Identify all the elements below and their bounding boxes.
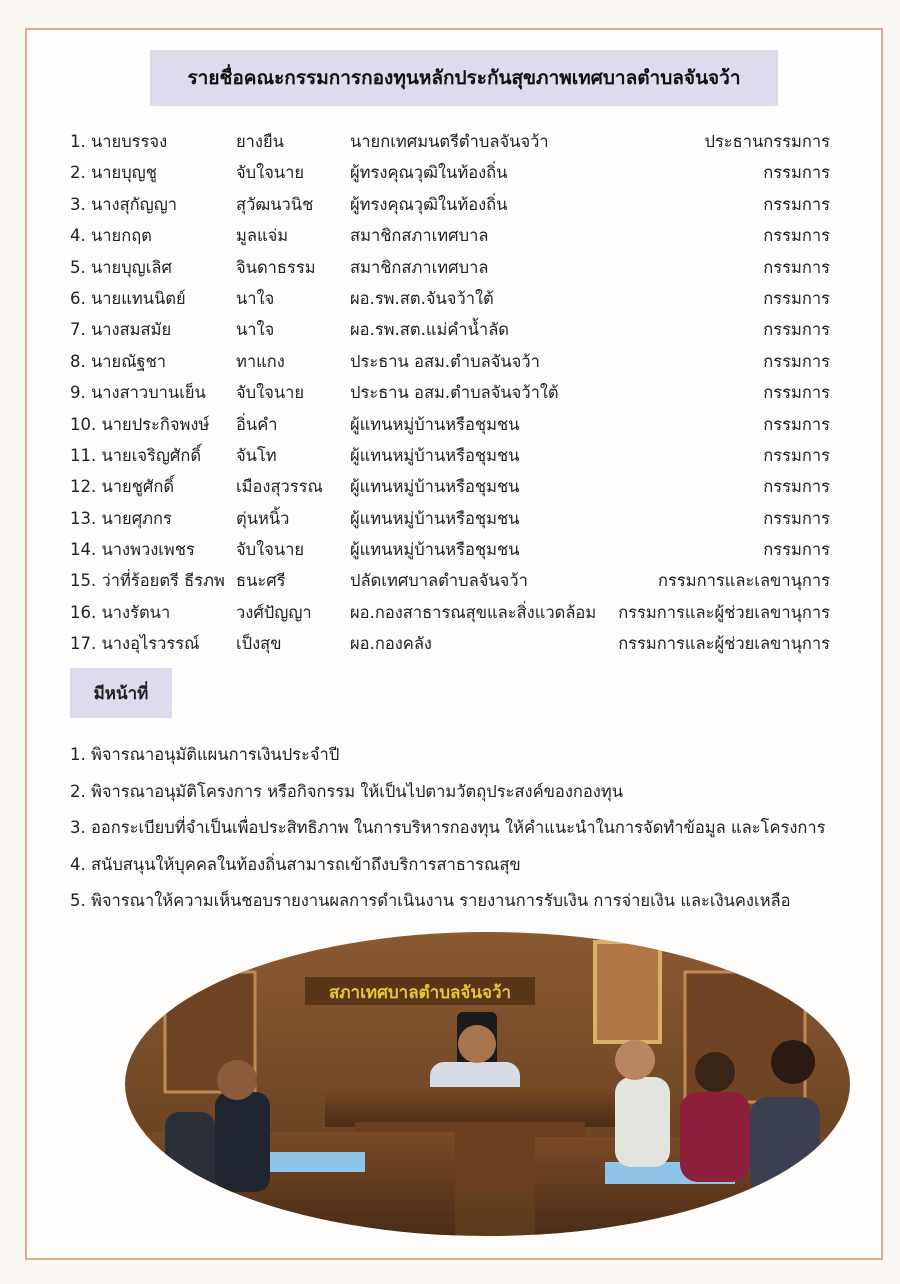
member-list <box>70 126 830 660</box>
member-row <box>70 628 830 659</box>
member-surname: จับใจนาย <box>236 540 305 560</box>
member-surname: นาใจ <box>236 320 275 340</box>
member-surname: มูลแจ่ม <box>236 226 289 246</box>
member-row <box>70 126 830 157</box>
member-position: ผู้ทรงคุณวุฒิในท้องถิ่น <box>350 163 508 183</box>
member-surname: อิ่นคำ <box>236 414 278 434</box>
member-position: สมาชิกสภาเทศบาล <box>350 257 489 277</box>
member-name: 3. นางสุกัญญา <box>70 194 178 214</box>
member-name: 14. นางพวงเพชร <box>70 540 195 560</box>
member-surname: จับใจนาย <box>236 383 305 403</box>
page-title: รายชื่อคณะกรรมการกองทุนหลักประกันสุขภาพเทศบาลตำบลจันจว้า <box>150 50 778 106</box>
member-name: 7. นางสมสมัย <box>70 320 172 340</box>
member-role: กรรมการและเลขานุการ <box>657 571 830 591</box>
member-name: 12. นายชูศักดิ์ <box>70 477 175 497</box>
member-position: ผู้แทนหมู่บ้านหรือชุมชน <box>350 508 520 528</box>
duty-item: 2. พิจารณาอนุมัติโครงการ หรือกิจกรรม ให้เป็นไปตามวัตถุประสงค์ของกองทุน <box>70 781 623 801</box>
member-row <box>70 471 830 502</box>
member-position: ปลัดเทศบาลตำบลจันจว้า <box>350 571 528 591</box>
duty-item: 5. พิจารณาให้ความเห็นชอบรายงานผลการดำเนินงาน รายงานการรับเงิน การจ่ายเงิน และเงินคงเหลือ <box>70 891 791 910</box>
member-role: ประธานกรรมการ <box>704 132 830 151</box>
member-role: กรรมการ <box>763 320 830 340</box>
member-role: กรรมการ <box>763 508 830 528</box>
member-name: 9. นางสาวบานเย็น <box>70 383 206 403</box>
member-name: 13. นายศุภกร <box>70 508 172 528</box>
photo-sign: สภาเทศบาลตำบลจันจว้า <box>328 983 512 1003</box>
member-row <box>70 252 830 283</box>
member-role: กรรมการ <box>763 477 830 497</box>
member-row <box>70 440 830 471</box>
member-surname: เมืองสุวรรณ <box>236 477 323 497</box>
member-position: ผู้แทนหมู่บ้านหรือชุมชน <box>350 540 520 560</box>
member-role: กรรมการ <box>763 351 830 371</box>
member-surname: ธนะศรี <box>236 571 286 591</box>
member-surname: จับใจนาย <box>236 163 305 183</box>
member-role: กรรมการและผู้ช่วยเลขานุการ <box>618 634 830 654</box>
member-name: 17. นางอุไรวรรณ์ <box>70 634 200 654</box>
member-role: กรรมการ <box>763 383 830 403</box>
member-row <box>70 409 830 440</box>
member-surname: จันโท <box>236 445 277 465</box>
member-row <box>70 503 830 534</box>
duties-list <box>70 737 870 920</box>
duties-heading: มีหน้าที่ <box>70 668 172 718</box>
member-name: 11. นายเจริญศักดิ์ <box>70 445 202 465</box>
member-surname: สุวัฒนวนิช <box>236 194 314 214</box>
member-name: 16. นางรัตนา <box>70 602 171 622</box>
member-role: กรรมการ <box>763 540 830 560</box>
meeting-photo <box>125 932 850 1236</box>
member-role: กรรมการ <box>763 288 830 308</box>
member-row <box>70 377 830 408</box>
member-name: 2. นายบุญชู <box>70 163 157 183</box>
member-surname: เป็งสุข <box>236 634 282 654</box>
member-surname: ยางยืน <box>236 132 284 151</box>
member-surname: ตุ่นหนิ้ว <box>236 508 290 528</box>
member-row <box>70 314 830 345</box>
member-row <box>70 220 830 251</box>
member-row <box>70 565 830 596</box>
member-name: 15. ว่าที่ร้อยตรี ธีรภพ <box>70 571 225 591</box>
member-surname: จินดาธรรม <box>236 257 316 277</box>
member-name: 8. นายณัฐชา <box>70 351 167 371</box>
member-role: กรรมการ <box>763 445 830 465</box>
member-row <box>70 189 830 220</box>
duty-item: 1. พิจารณาอนุมัติแผนการเงินประจำปี <box>70 745 340 764</box>
member-position: ผอ.กองสาธารณสุขและสิ่งแวดล้อม <box>350 602 597 622</box>
member-position: นายกเทศมนตรีตำบลจันจว้า <box>350 132 549 151</box>
member-row <box>70 283 830 314</box>
member-name: 5. นายบุญเลิศ <box>70 257 172 277</box>
member-role: กรรมการ <box>763 257 830 277</box>
member-surname: นาใจ <box>236 288 275 308</box>
duty-item: 3. ออกระเบียบที่จำเป็นเพื่อประสิทธิภาพ ในการบริหารกองทุน ให้คำแนะนำในการจัดทำข้อมูล และโครงการ <box>70 818 826 837</box>
member-position: ผู้ทรงคุณวุฒิในท้องถิ่น <box>350 194 508 214</box>
member-row <box>70 597 830 628</box>
member-name: 6. นายแทนนิตย์ <box>70 288 186 308</box>
member-position: ผอ.กองคลัง <box>350 634 432 654</box>
member-role: กรรมการ <box>763 194 830 214</box>
member-position: สมาชิกสภาเทศบาล <box>350 226 489 246</box>
member-role: กรรมการ <box>763 163 830 183</box>
member-position: ผู้แทนหมู่บ้านหรือชุมชน <box>350 445 520 465</box>
member-surname: วงศ์ปัญญา <box>236 602 312 622</box>
member-position: ผู้แทนหมู่บ้านหรือชุมชน <box>350 414 520 434</box>
member-surname: ทาแกง <box>236 351 285 371</box>
member-name: 10. นายประกิจพงษ์ <box>70 414 210 434</box>
member-role: กรรมการ <box>763 414 830 434</box>
member-name: 1. นายบรรจง <box>70 132 168 151</box>
member-role: กรรมการและผู้ช่วยเลขานุการ <box>618 602 830 622</box>
member-position: ประธาน อสม.ตำบลจันจว้าใต้ <box>350 383 559 403</box>
member-role: กรรมการ <box>763 226 830 246</box>
member-row <box>70 534 830 565</box>
member-position: ผอ.รพ.สต.แม่คำน้ำลัด <box>350 320 510 340</box>
member-row <box>70 157 830 188</box>
member-row <box>70 346 830 377</box>
duty-item: 4. สนับสนุนให้บุคคลในท้องถิ่นสามารถเข้าถึงบริการสาธารณสุข <box>70 854 521 874</box>
member-position: ผอ.รพ.สต.จันจว้าใต้ <box>350 288 494 308</box>
member-name: 4. นายกฤต <box>70 226 152 246</box>
member-position: ประธาน อสม.ตำบลจันจว้า <box>350 351 540 371</box>
meeting-photo-illustration <box>125 932 850 1236</box>
member-position: ผู้แทนหมู่บ้านหรือชุมชน <box>350 477 520 497</box>
